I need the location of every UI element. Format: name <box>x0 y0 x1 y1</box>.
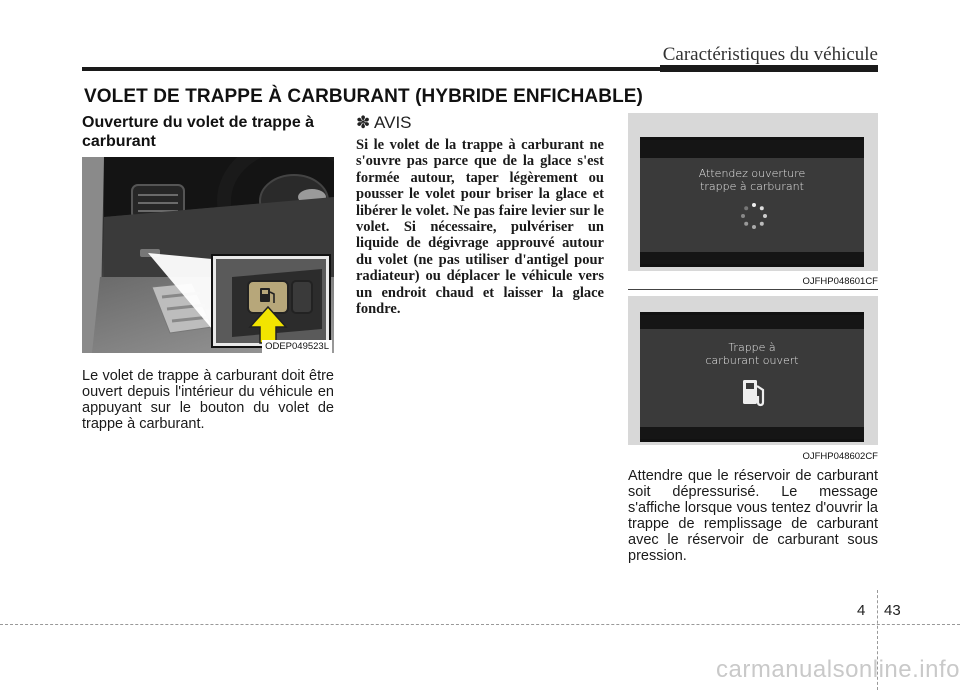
notice-title <box>356 113 412 133</box>
dashboard-photo <box>82 157 334 353</box>
screen-figure-1 <box>628 113 878 271</box>
loading-spinner-icon <box>740 202 768 230</box>
dashboard-illustration <box>82 157 334 353</box>
figure-rule <box>628 289 878 290</box>
cluster-display-2 <box>640 312 864 442</box>
footer-dashed-line <box>0 624 960 625</box>
header-rule-accent <box>660 65 878 72</box>
running-head: Caractéristiques du véhicule <box>662 44 878 65</box>
screen2-line1: Trappe à <box>728 341 776 354</box>
notice-body: Si le volet de la trappe à carburant ne s'ouvre pas parce que de la glace s'est formée autour, taper légèrement ou pousser le volet pour briser la glace et libérer le volet. Ne pas faire levier sur le volet. Si nécessaire, pulvériser un liquide de dégivrage approuvé autour du volet (ne pas utiliser d'antigel pour radiateur) ou déplacer le véhicule vers un endroit chaud et laisser la glace fondre. <box>356 137 604 318</box>
chapter-number: 4 <box>857 602 866 619</box>
screen1-line2: trappe à carburant <box>700 180 804 193</box>
fuel-pump-icon <box>740 377 768 409</box>
section-title: VOLET DE TRAPPE À CARBURANT (HYBRIDE ENFICHABLE) <box>84 86 643 107</box>
notice-title-text: AVIS <box>374 113 412 132</box>
page-number: 43 <box>884 602 901 619</box>
cluster-display-1 <box>640 137 864 267</box>
left-paragraph: Le volet de trappe à carburant doit être ouvert depuis l'intérieur du véhicule en appuyant sur le bouton du volet de trappe à carburant. <box>82 368 334 432</box>
screen1-code: OJFHP048601CF <box>802 276 878 287</box>
screen-figure-2 <box>628 296 878 445</box>
screen2-line2: carburant ouvert <box>705 354 799 367</box>
screen1-line1: Attendez ouverture <box>698 167 806 180</box>
photo-code: ODEP049523L <box>262 340 332 353</box>
screen2-code: OJFHP048602CF <box>802 451 878 462</box>
asterisk-icon: ✽ <box>356 113 371 132</box>
right-paragraph: Attendre que le réservoir de carburant soit dépressurisé. Le message s'affiche lorsque vous tentez d'ouvrir la trappe de remplissage de carburant avec le réservoir de carburant sous pression. <box>628 468 878 564</box>
sub-heading: Ouverture du volet de trappe à carburant <box>82 114 315 150</box>
watermark: carmanualsonline.info <box>716 656 960 683</box>
